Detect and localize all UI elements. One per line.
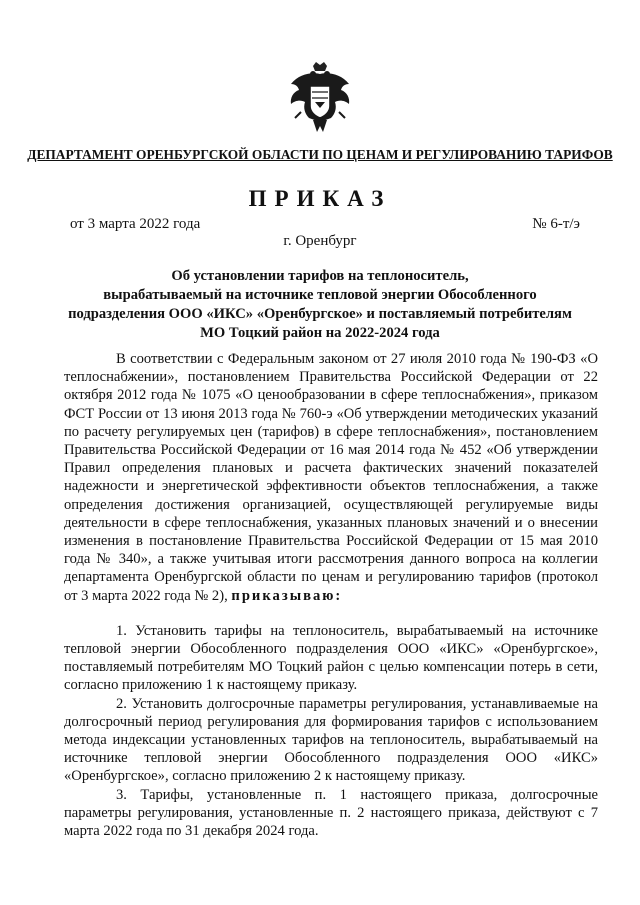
preamble-paragraph [64,350,598,605]
document-type-title: ПРИКАЗ [248,186,392,211]
order-item-3: 3. Тарифы, установленные п. 1 настоящего приказа, долгосрочные параметры регулирования, установленные п. 2 настоящего приказа, действуют с 7 марта 2022 года по 31 декабря 2024 года. [64,786,598,840]
preamble-text: В соответствии с Федеральным законом от 27 июля 2010 года № 190-ФЗ «О теплоснабжении», постановлением Правительства Российской Федерации от 22 октября 2012 года № 1075 «О ценообразовании в сфере теплоснабжения», приказом ФСТ России от 13 июня 2013 года № 760-э «Об утверждении методических указаний по расчету регулируемых цен (тарифов) в сфере теплоснабжения», постановлением Правительства Российской Федерации от 16 мая 2014 года № 452 «Об утверждении Правил определения плановых и расчета фактических значений показателей надежности и энергетической эффективности объектов теплоснабжения, а также определения достижения организацией, осуществляющей регулируемые виды деятельности в сфере теплоснабжения, указанных плановых значений и о внесении изменения в постановление Правительства Российской Федерации от 15 мая 2010 года № 340», а также учитывая итоги рассмотрения данного вопроса на коллегии департамента Оренбургской области по ценам и регулированию тарифов (протокол от 3 марта 2022 года № 2), [64,351,598,604]
subject-line: вырабатываемый на источнике тепловой энергии Обособленного [103,287,537,303]
subject-line: Об установлении тарифов на теплоноситель, [171,268,469,284]
subject-line: МО Тоцкий район на 2022-2024 года [200,325,440,341]
order-subject [56,267,584,343]
order-date: от 3 марта 2022 года [70,216,201,232]
order-body [64,350,598,840]
orders-word: приказываю: [231,587,343,604]
order-item-1: 1. Установить тарифы на теплоноситель, вырабатываемый на источнике тепловой энергии Обособленного подразделения ООО «ИКС» «Оренбургское», поставляемый потребителям МО Тоцкий район с целью компенсации потерь в сети, согласно приложению 1 к настоящему приказу. [64,622,598,694]
order-item-2: 2. Установить долгосрочные параметры регулирования, устанавливаемые на долгосрочный период регулирования для формирования тарифов с использованием метода индексации установленных тарифов на теплоноситель, вырабатываемый на источнике тепловой энергии Обособленного подразделения ООО «ИКС» «Оренбургское», согласно приложению 2 к настоящему приказу. [64,695,598,785]
department-name: ДЕПАРТАМЕНТ ОРЕНБУРГСКОЙ ОБЛАСТИ ПО ЦЕНАМ И РЕГУЛИРОВАНИЮ ТАРИФОВ [27,147,613,162]
order-city: г. Оренбург [283,233,357,249]
coat-of-arms-emblem [287,62,353,138]
subject-line: подразделения ООО «ИКС» «Оренбургское» и поставляемый потребителям [68,306,572,322]
order-number: № 6-т/э [532,216,580,232]
